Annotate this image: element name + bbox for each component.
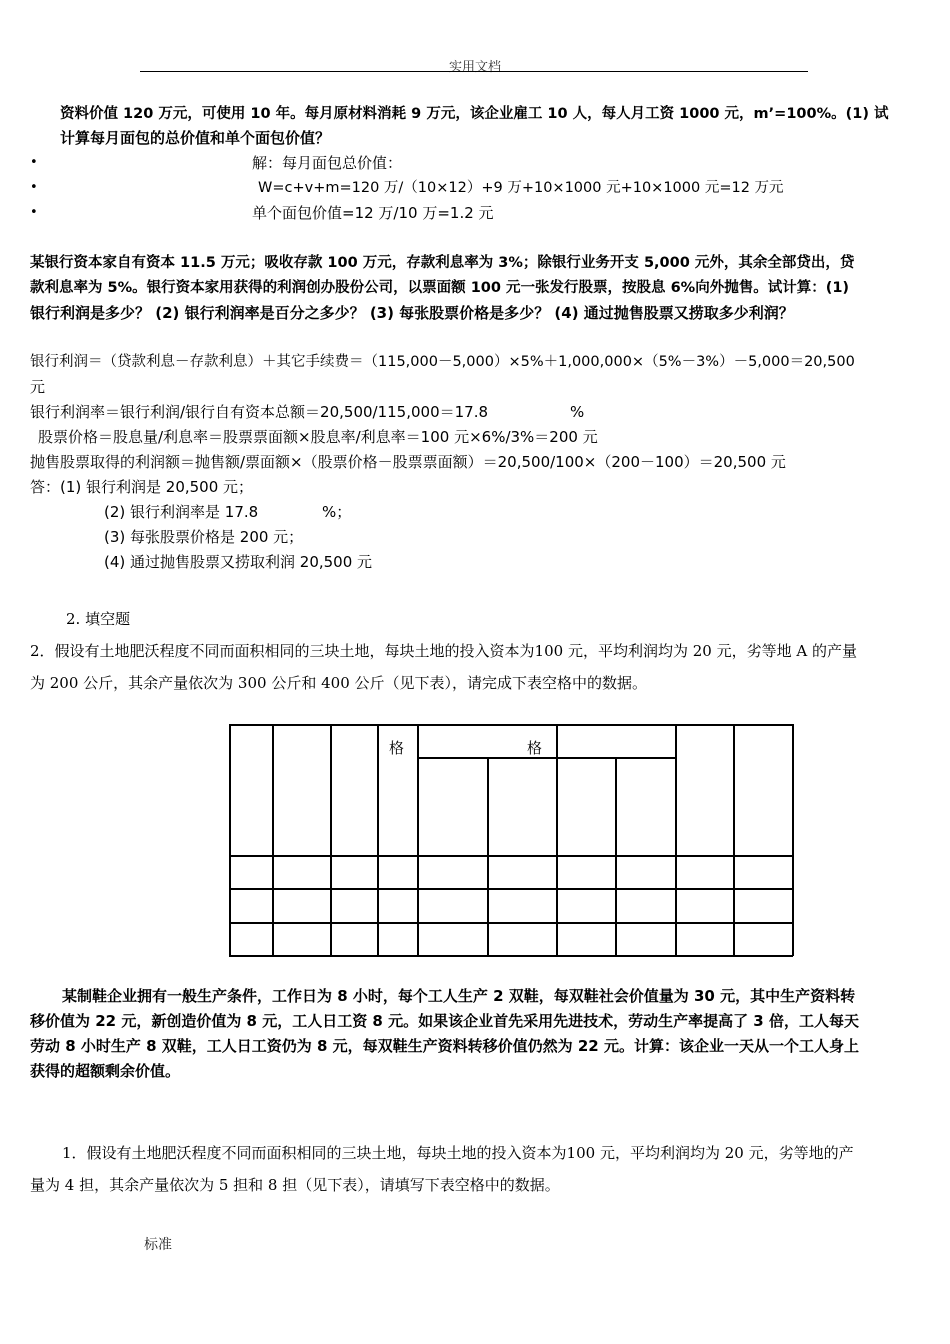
bullet-2: • — [30, 180, 38, 195]
page-header: 实用文档 — [448, 60, 501, 75]
bullet-1: • — [30, 155, 38, 170]
bullet-3: • — [30, 205, 38, 220]
bread-solution-line-3: 单个面包价值=12 万/10 万=1.2 元 — [252, 204, 494, 222]
stock-price-line: 股票价格＝股息量/利息率＝股票票面额×股息率/利息率＝100 元×6%/3%＝200 元 — [38, 428, 598, 446]
table-col-line — [417, 724, 419, 956]
table-col-line — [377, 724, 379, 956]
bank-profit-line-2: 元 — [30, 378, 46, 396]
table-border-right — [792, 724, 794, 956]
table-row-line-3 — [229, 922, 793, 924]
table-border-bottom — [229, 955, 793, 957]
fill-question-line-2: 为 200 公斤，其余产量依次为 300 公斤和 400 公斤（见下表），请完成下表空格中的数据。 — [30, 674, 648, 692]
header-rule — [140, 71, 808, 72]
bank-problem-line-2: 款利息率为 5%。银行资本家用获得的利润创办股份公司，以票面额 100 元一张发行股票，按股息 6%向外抛售。试计算：(1) — [30, 280, 850, 296]
shoe-problem-line-3: 劳动 8 小时生产 8 双鞋，工人日工资仍为 8 元，每双鞋生产资料转移价值仍然为 22 元。计算：该企业一天从一个工人身上 — [30, 1037, 859, 1055]
land-problem-2-line-1: 1．假设有土地肥沃程度不同而面积相同的三块土地，每块土地的投入资本为100 元，平均利润均为 20 元，劣等地的产 — [62, 1144, 854, 1162]
bread-solution-line-2: W=c+v+m=120 万/（10×12）+9 万+10×1000 元+10×1000 元=12 万元 — [258, 180, 784, 196]
table-col-line — [330, 724, 332, 956]
bank-profit-line-1: 银行利润＝（贷款利息－存款利息）＋其它手续费＝（115,000－5,000）×5%＋1,000,000×（5%－3%）－5,000＝20,500 — [30, 354, 855, 370]
shoe-problem-line-2: 移价值为 22 元，新创造价值为 8 元，工人日工资 8 元。如果该企业首先采用先进技术，劳动生产率提高了 3 倍，工人每天 — [30, 1012, 859, 1030]
page-footer: 标准 — [144, 1237, 172, 1253]
bank-rate-unit: % — [570, 403, 585, 421]
shoe-problem-line-4: 获得的超额剩余价值。 — [30, 1062, 181, 1080]
table-subheader-line — [418, 757, 676, 759]
table-border-left — [229, 724, 231, 956]
fill-question-line-1: 2．假设有土地肥沃程度不同而面积相同的三块土地，每块土地的投入资本为100 元，平均利润均为 20 元，劣等地 A 的产量 — [30, 642, 857, 660]
land-rent-table — [229, 724, 793, 956]
table-col-line — [487, 757, 489, 956]
table-col-line — [615, 757, 617, 956]
bread-problem-line-2: 计算每月面包的总价值和单个面包价值？ — [60, 129, 331, 147]
bank-problem-line-1: 某银行资本家自有资本 11.5 万元；吸收存款 100 万元，存款利息率为 3%；除银行业务开支 5,000 元外，其余全部贷出，贷 — [30, 255, 855, 271]
answer-line-2: (2) 银行利润率是 17.8 — [104, 503, 259, 521]
table-border-top — [229, 724, 793, 726]
table-col-line — [675, 724, 677, 956]
stock-profit-line: 抛售股票取得的利润额＝抛售额/票面额×（股票价格－股票票面额）＝20,500/100×（200－100）＝20,500 元 — [30, 453, 786, 471]
table-header-label-1: 格 — [389, 739, 405, 757]
bread-problem-line-1: 资料价值 120 万元，可使用 10 年。每月原材料消耗 9 万元，该企业雇工 10 人，每人月工资 1000 元，m’=100%。(1) 试 — [60, 106, 889, 122]
answer-line-1: 答：(1) 银行利润是 20,500 元； — [30, 478, 254, 496]
fill-section-heading: 2. 填空题 — [66, 610, 131, 628]
answer-line-2-unit: %； — [322, 503, 352, 521]
table-col-line — [733, 724, 735, 956]
bank-problem-line-3: 银行利润是多少？ (2) 银行利润率是百分之多少？ (3) 每张股票价格是多少？ (4) 通过抛售股票又捞取多少利润？ — [30, 304, 794, 322]
bank-rate-line: 银行利润率＝银行利润/银行自有资本总额＝20,500/115,000＝17.8 — [30, 403, 489, 421]
table-header-label-2: 格 — [527, 739, 543, 757]
bread-solution-line-1: 解：每月面包总价值： — [252, 154, 403, 172]
table-col-line — [272, 724, 274, 956]
table-col-line — [556, 724, 558, 956]
table-row-line-2 — [229, 888, 793, 890]
table-row-line-1 — [229, 855, 793, 857]
answer-line-4: (4) 通过抛售股票又捞取利润 20,500 元 — [104, 553, 373, 571]
land-problem-2-line-2: 量为 4 担，其余产量依次为 5 担和 8 担（见下表），请填写下表空格中的数据。 — [30, 1176, 560, 1194]
shoe-problem-line-1: 某制鞋企业拥有一般生产条件，工作日为 8 小时，每个工人生产 2 双鞋，每双鞋社会价值量为 30 元，其中生产资料转 — [62, 987, 856, 1005]
answer-line-3: (3) 每张股票价格是 200 元； — [104, 528, 304, 546]
